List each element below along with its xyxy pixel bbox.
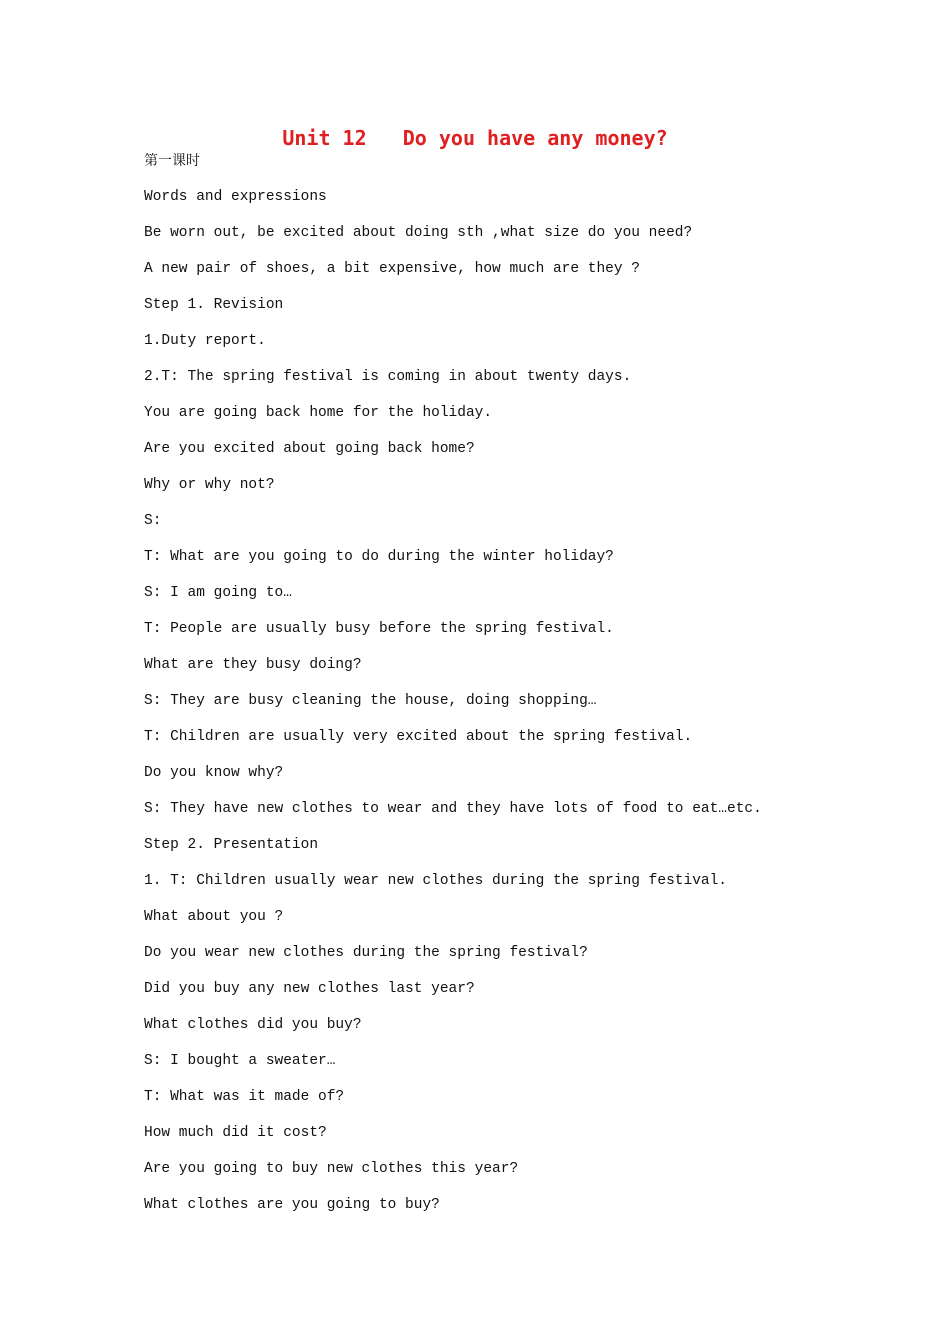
text-line: T: What was it made of? [144,1089,345,1105]
text-line: T: What are you going to do during the winter holiday? [144,549,614,565]
text-line: Are you excited about going back home? [144,441,475,457]
text-line: S: I bought a sweater… [144,1053,336,1069]
text-line: T: People are usually busy before the spring festival. [144,621,614,637]
step-heading: Step 1. Revision [144,297,284,313]
text-line: 2.T: The spring festival is coming in about twenty days. [144,369,632,385]
text-line: Are you going to buy new clothes this year? [144,1161,519,1177]
text-line: S: I am going to… [144,585,292,601]
step-heading: Step 2. Presentation [144,837,319,853]
text-line: Why or why not? [144,477,275,493]
text-line: Did you buy any new clothes last year? [144,981,475,997]
page-title: Unit 12 Do you have any money? [282,126,668,150]
text-line: 1.Duty report. [144,333,266,349]
text-line: Do you know why? [144,765,284,781]
text-line: 1. T: Children usually wear new clothes during the spring festival. [144,873,727,889]
document-body [144,148,864,1228]
text-line: S: [144,513,162,529]
text-line: How much did it cost? [144,1125,327,1141]
text-line: What clothes did you buy? [144,1017,362,1033]
text-line: Do you wear new clothes during the spring festival? [144,945,588,961]
text-line: What about you ? [144,909,284,925]
lesson-label: 第一课时 [144,153,200,169]
text-line: S: They are busy cleaning the house, doing shopping… [144,693,597,709]
text-line: What clothes are you going to buy? [144,1197,440,1213]
text-line: A new pair of shoes, a bit expensive, how much are they ? [144,261,640,277]
text-line: T: Children are usually very excited about the spring festival. [144,729,693,745]
text-line: What are they busy doing? [144,657,362,673]
text-line: Be worn out, be excited about doing sth ,what size do you need? [144,225,693,241]
text-line: You are going back home for the holiday. [144,405,493,421]
text-line: S: They have new clothes to wear and they have lots of food to eat…etc. [144,801,762,817]
text-line: Words and expressions [144,189,327,205]
